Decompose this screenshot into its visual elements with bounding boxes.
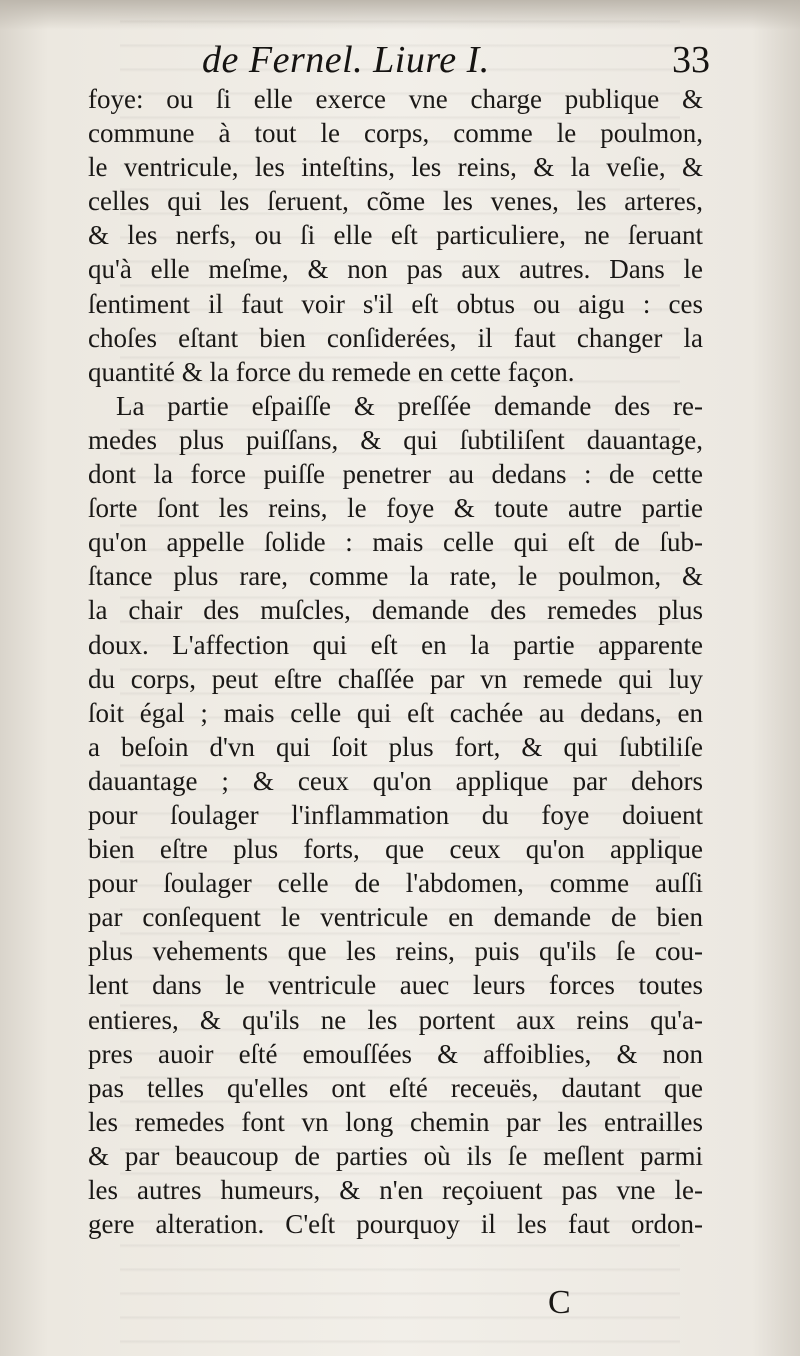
page-number: 33 xyxy=(672,39,710,81)
text-line: dont la force puiſſe penetrer au dedans : de cette xyxy=(88,459,703,490)
text-line: bien eſtre plus forts, que ceux qu'on applique xyxy=(88,834,703,865)
text-line: choſes eſtant bien conſiderées, il faut changer la xyxy=(88,322,703,353)
running-title: de Fernel. Liure I. xyxy=(202,39,490,81)
text-line: le ventricule, les inteſtins, les reins, & la veſie, & xyxy=(88,152,703,183)
text-line: & les nerfs, ou ſi elle eſt particuliere, ne ſeruant xyxy=(88,220,703,251)
text-line: les remedes font vn long chemin par les entrailles xyxy=(88,1106,703,1137)
text-line: plus vehements que les reins, puis qu'ils ſe cou- xyxy=(88,936,703,967)
text-line: pas telles qu'elles ont eſté receuës, dautant que xyxy=(88,1072,703,1103)
text-line: pour ſoulager l'inflammation du foye doiuent xyxy=(88,799,703,830)
body-text xyxy=(88,82,703,1241)
text-line: les autres humeurs, & n'en reçoiuent pas vne le- xyxy=(88,1175,703,1205)
text-line: ſoit égal ; mais celle qui eſt cachée au dedans, en xyxy=(88,697,703,728)
text-line: celles qui les ſeruent, cõme les venes, les arteres, xyxy=(88,186,703,217)
signature-mark: C xyxy=(548,1284,571,1321)
page-header xyxy=(90,38,710,88)
paragraph-start-line: La partie eſpaiſſe & preſſée demande des re- xyxy=(116,390,703,421)
text-line: lent dans le ventricule auec leurs forces toutes xyxy=(88,970,703,1001)
text-line: medes plus puiſſans, & qui ſubtiliſent dauantage, xyxy=(88,424,703,455)
text-line: ſorte ſont les reins, le foye & toute autre partie xyxy=(88,493,703,524)
text-line: a beſoin d'vn qui ſoit plus fort, & qui ſubtiliſe xyxy=(88,731,703,762)
text-line: du corps, peut eſtre chaſſée par vn remede qui luy xyxy=(88,663,703,694)
text-line: par conſequent le ventricule en demande de bien xyxy=(88,902,703,933)
text-line: la chair des muſcles, demande des remedes plus xyxy=(88,595,703,626)
text-line: foye: ou ſi elle exerce vne charge publique & xyxy=(88,84,703,114)
text-line: dauantage ; & ceux qu'on applique par dehors xyxy=(88,765,703,796)
text-line: ſtance plus rare, comme la rate, le poulmon, & xyxy=(88,561,703,592)
text-line: & par beaucoup de parties où ils ſe meſlent parmi xyxy=(88,1140,703,1171)
text-line: commune à tout le corps, comme le poulmon, xyxy=(88,118,703,149)
text-line: qu'à elle meſme, & non pas aux autres. Dans le xyxy=(88,254,703,285)
text-line: quantité & la force du remede en cette façon. xyxy=(88,356,575,387)
text-line: doux. L'affection qui eſt en la partie apparente xyxy=(88,629,703,660)
text-line: pres auoir eſté emouſſées & affoiblies, & non xyxy=(88,1038,703,1069)
text-line: gere alteration. C'eſt pourquoy il les faut ordon- xyxy=(88,1209,703,1240)
text-line: ſentiment il faut voir s'il eſt obtus ou aigu : ces xyxy=(88,288,703,319)
text-line: qu'on appelle ſolide : mais celle qui eſt de ſub- xyxy=(88,527,703,558)
text-line: entieres, & qu'ils ne les portent aux reins qu'a- xyxy=(88,1004,703,1035)
text-line: pour ſoulager celle de l'abdomen, comme auſſi xyxy=(88,868,703,899)
